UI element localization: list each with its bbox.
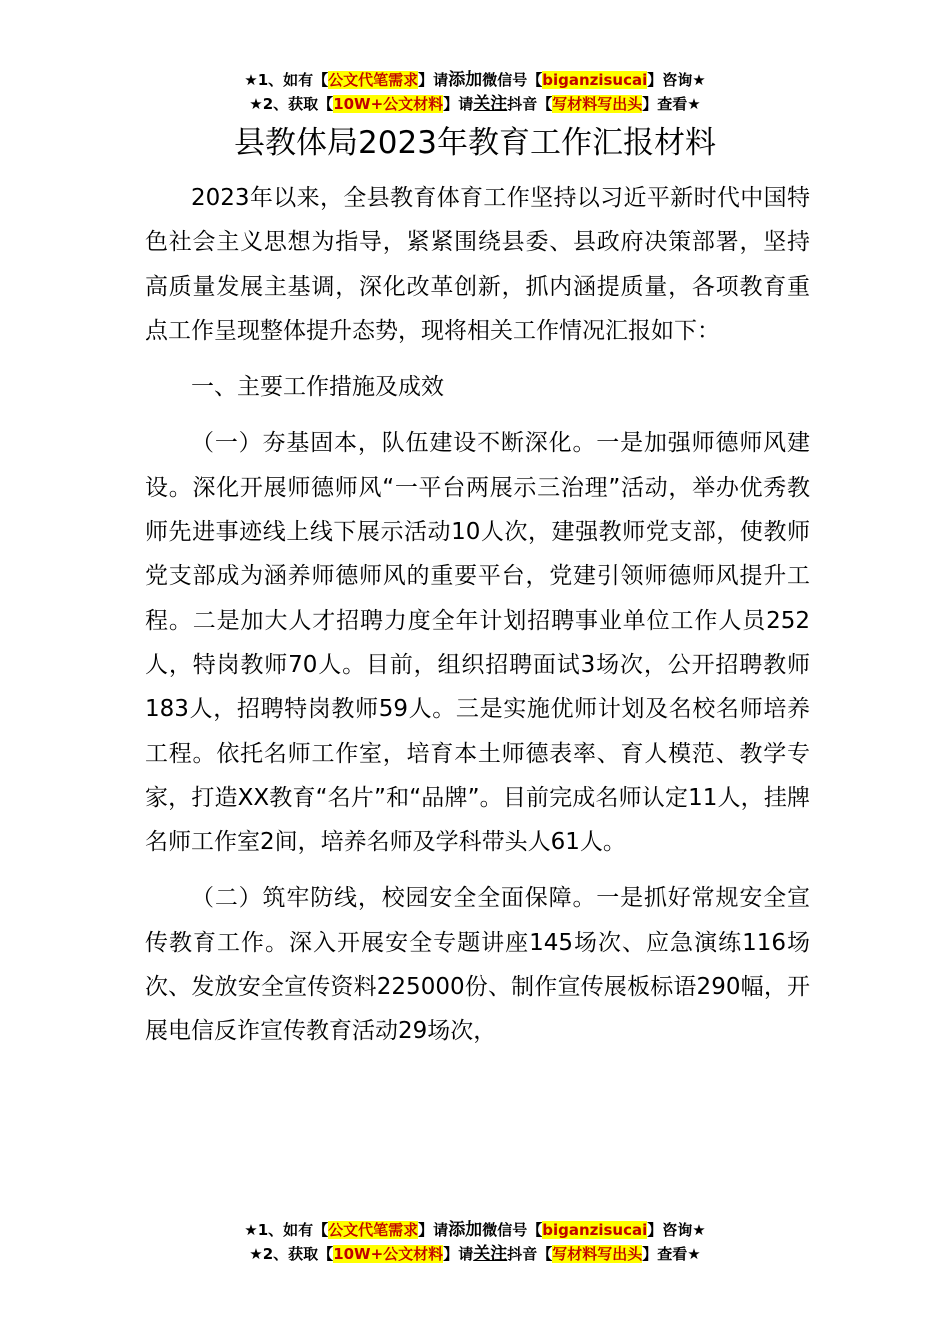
banner-text: 】查看★ [642, 95, 701, 113]
banner-line-2 [0, 1242, 950, 1266]
banner-emphasis: 关注 [473, 1244, 508, 1264]
banner-text: 】请 [418, 1221, 449, 1239]
banner-highlight: 公文代笔需求 [328, 1221, 419, 1239]
banner-highlight: 公文代笔需求 [328, 71, 419, 89]
banner-text: 抖音【 [507, 95, 553, 113]
banner-text: 】请 [443, 95, 474, 113]
banner-emphasis: 添加 [448, 1220, 483, 1240]
document-title: 县教体局2023年教育工作汇报材料 [234, 125, 716, 161]
banner-text: 】请 [443, 1245, 474, 1263]
top-banner [0, 68, 950, 116]
section-heading: 一、主要工作措施及成效 [191, 374, 444, 401]
banner-text: 】咨询★ [647, 1221, 706, 1239]
banner-emphasis: 添加 [448, 70, 483, 90]
banner-text: ★1、如有【 [244, 1221, 329, 1239]
banner-text: 微信号【 [482, 1221, 543, 1239]
banner-line-1 [0, 1218, 950, 1242]
banner-line-2 [0, 92, 950, 116]
banner-text: 抖音【 [507, 1245, 553, 1263]
bottom-banner [0, 1218, 950, 1266]
banner-text: 】请 [418, 71, 449, 89]
document-body [145, 176, 810, 1054]
banner-text: ★1、如有【 [244, 71, 329, 89]
intro-paragraph: 2023年以来，全县教育体育工作坚持以习近平新时代中国特色社会主义思想为指导，紧紧围绕县委、县政府决策部署，坚持高质量发展主基调，深化改革创新，抓内涵提质量，各项教育重点工作呈现整体提升态势，现将相关工作情况汇报如下： [145, 185, 810, 344]
banner-highlight: biganzisucai [542, 71, 648, 89]
banner-line-1 [0, 68, 950, 92]
banner-highlight: 10W+公文材料 [333, 1245, 444, 1263]
banner-text: 微信号【 [482, 71, 543, 89]
banner-highlight: 10W+公文材料 [333, 95, 444, 113]
banner-highlight: biganzisucai [542, 1221, 648, 1239]
banner-text: ★2、获取【 [249, 95, 334, 113]
body-paragraph: （二）筑牢防线，校园安全全面保障。一是抓好常规安全宣传教育工作。深入开展安全专题讲座145场次、应急演练116场次、发放安全宣传资料225000份、制作宣传展板标语290幅，开展电信反诈宣传教育活动29场次， [145, 885, 810, 1045]
banner-text: 】咨询★ [647, 71, 706, 89]
banner-highlight: 写材料写出头 [552, 95, 643, 113]
banner-emphasis: 关注 [473, 94, 508, 114]
banner-text: 】查看★ [642, 1245, 701, 1263]
body-paragraph: （一）夯基固本，队伍建设不断深化。一是加强师德师风建设。深化开展师德师风“一平台两展示三治理”活动，举办优秀教师先进事迹线上线下展示活动10人次，建强教师党支部，使教师党支部成为涵养师德师风的重要平台，党建引领师德师风提升工程。二是加大人才招聘力度全年计划招聘事业单位工作人员252人，特岗教师70人。目前，组织招聘面试3场次，公开招聘教师183人，招聘特岗教师59人。三是实施优师计划及名校名师培养工程。依托名师工作室，培育本土师德表率、育人模范、教学专家，打造XX教育“名片”和“品牌”。目前完成名师认定11人，挂牌名师工作室2间，培养名师及学科带头人61人。 [145, 430, 810, 856]
banner-text: ★2、获取【 [249, 1245, 334, 1263]
banner-highlight: 写材料写出头 [552, 1245, 643, 1263]
